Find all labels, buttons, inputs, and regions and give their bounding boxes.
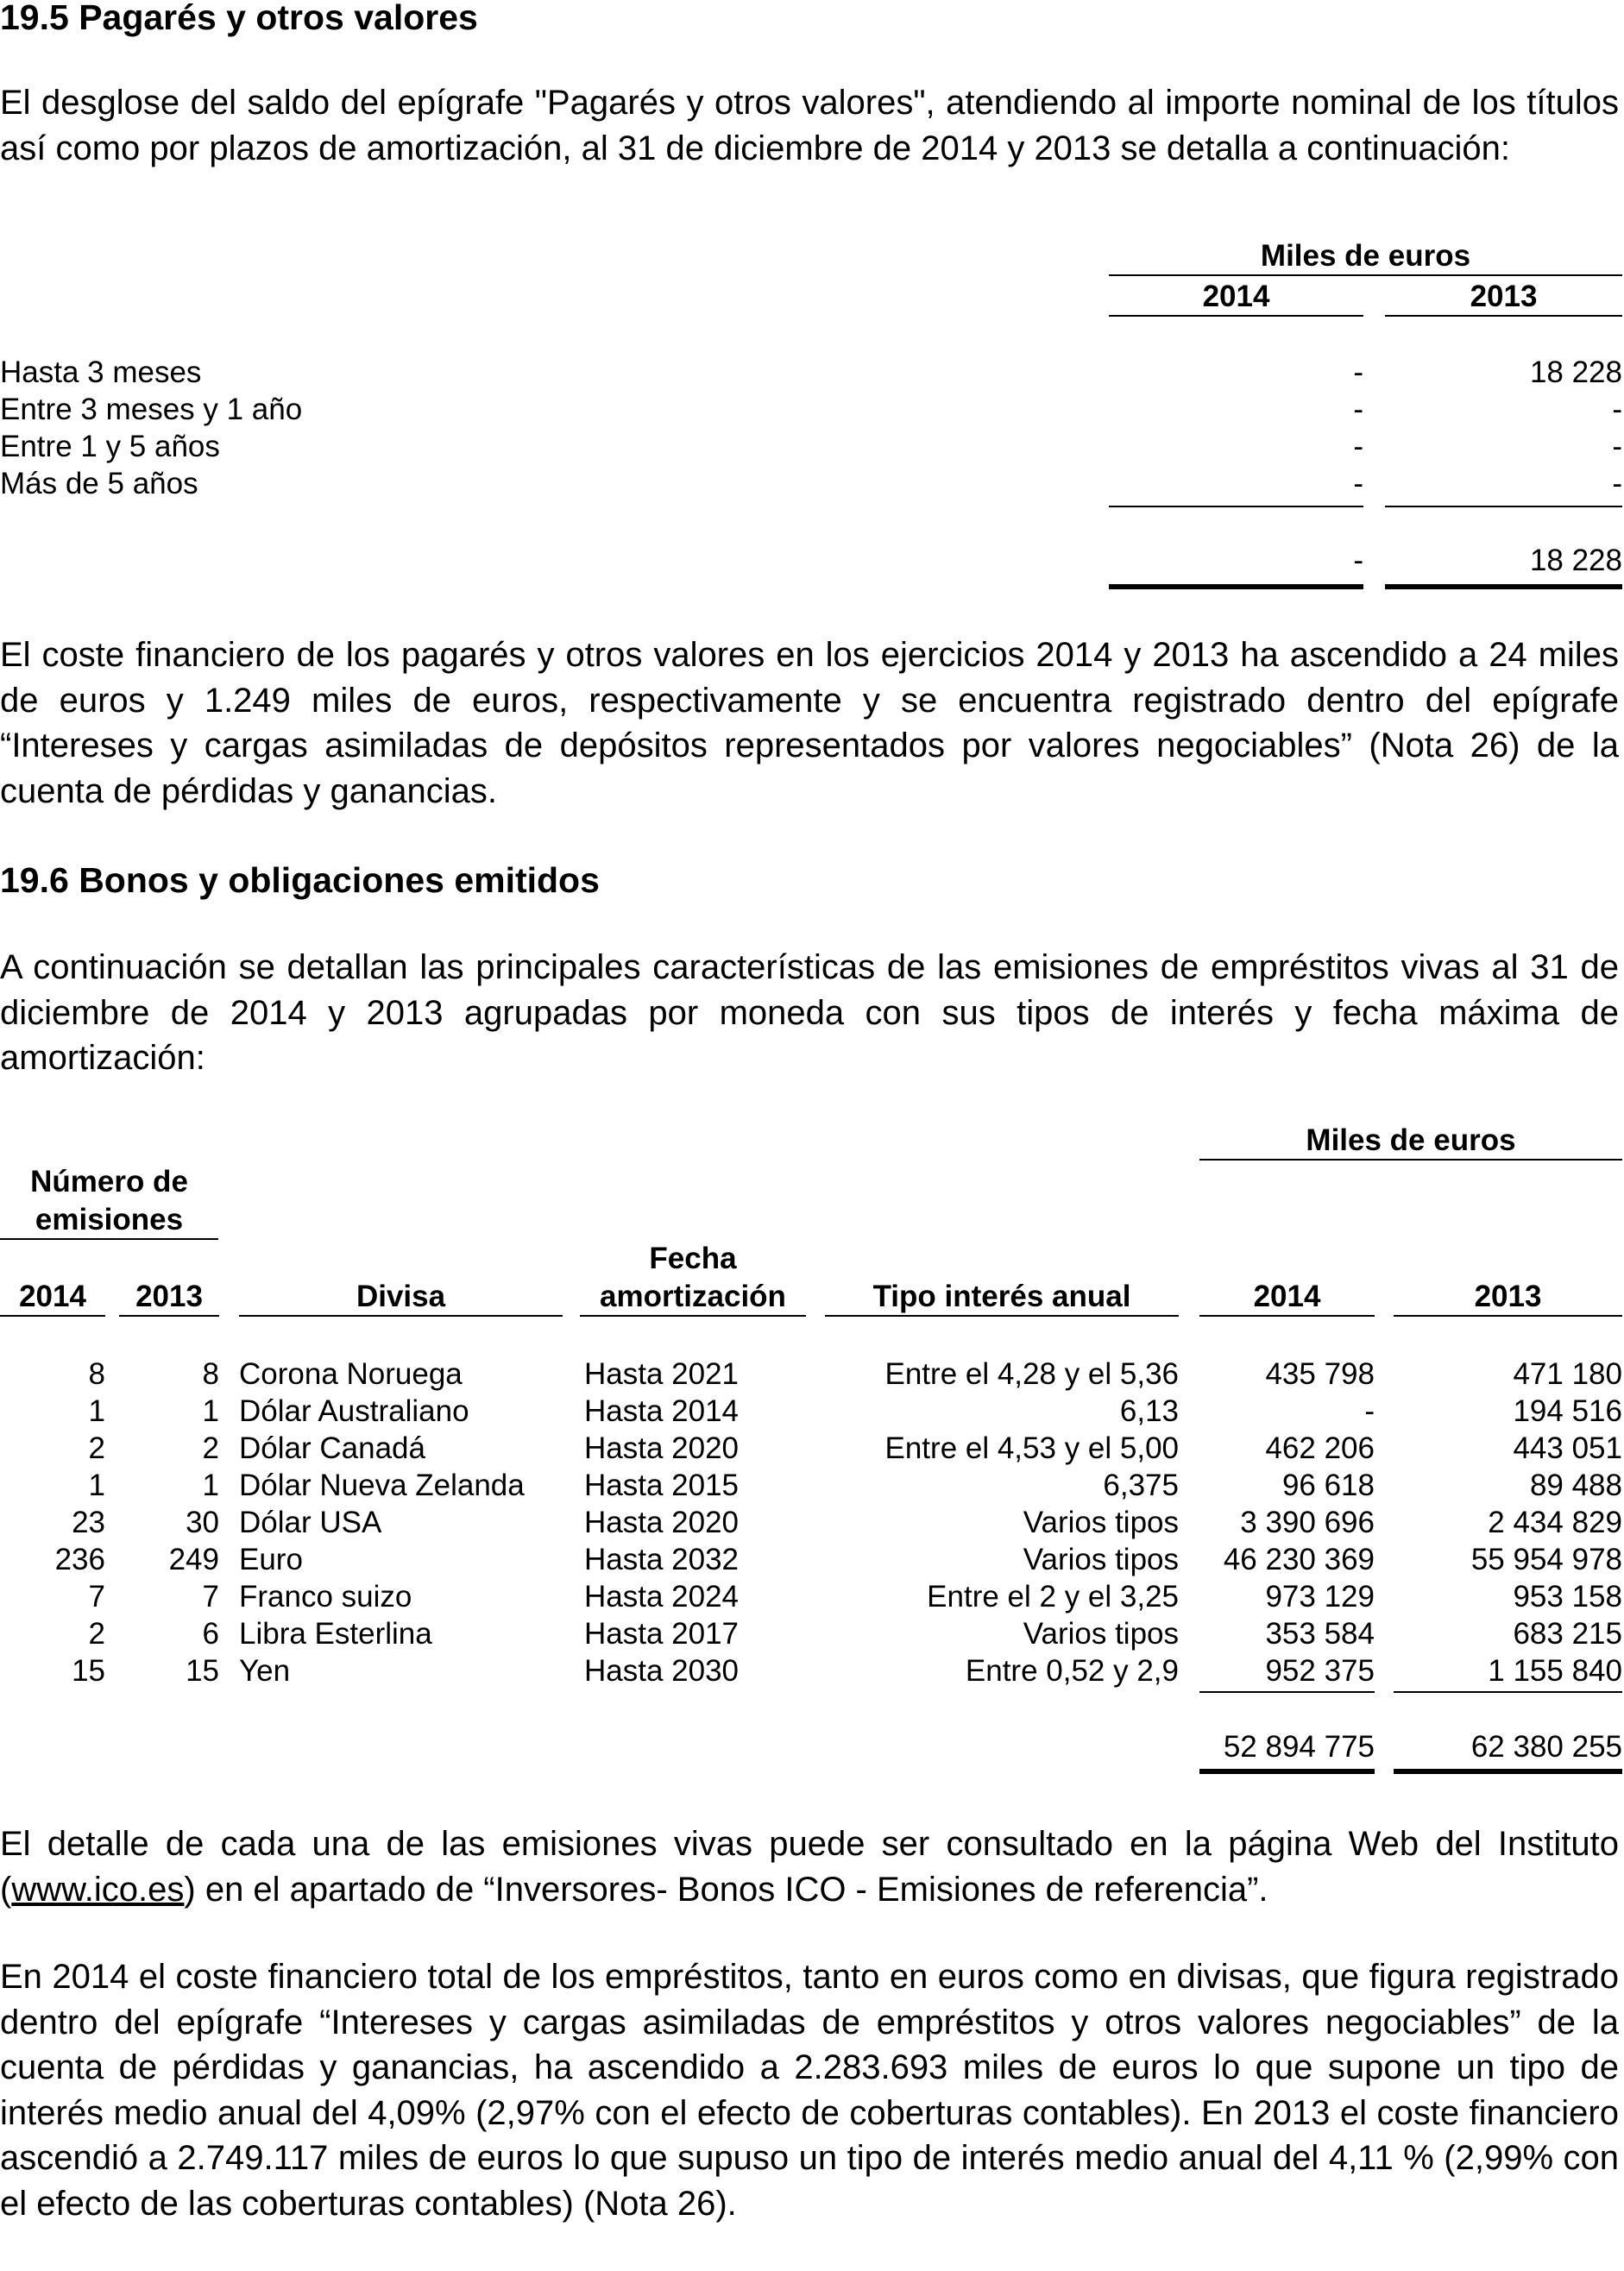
table2-cell-tipo: Varios tipos <box>1023 1506 1179 1539</box>
table2-cell-n2013: 2 <box>202 1431 219 1465</box>
table2-cell-v2013: 194 516 <box>1513 1394 1622 1428</box>
table1-row-2014: - <box>1353 430 1363 463</box>
table2-cell-n2014: 2 <box>88 1617 105 1651</box>
section-19-5-intro: El desglose del saldo del epígrafe "Pagarés y otros valores", atendiendo al importe nominal de los títulos así como por plazos de amortización, al 31 de diciembre de 2014 y 2013 se detalla a continuación: <box>0 84 1619 167</box>
table2-cell-fecha: Hasta 2020 <box>584 1506 740 1539</box>
table2-cell-v2014: 353 584 <box>1265 1617 1375 1651</box>
table2-cell-v2013: 683 215 <box>1513 1617 1622 1651</box>
table1-total-2014: - <box>1109 542 1363 589</box>
table2-cell-n2013: 7 <box>202 1580 219 1614</box>
table2-cell-v2014: 973 129 <box>1265 1580 1375 1614</box>
section-heading-19-5: 19.5 Pagarés y otros valores <box>0 0 478 37</box>
table2-cell-divisa: Dólar Australiano <box>239 1394 469 1428</box>
table2-cell-tipo: Entre el 2 y el 3,25 <box>927 1580 1179 1614</box>
table2-cell-tipo: 6,375 <box>1103 1469 1179 1502</box>
table2-cell-n2014: 1 <box>88 1469 105 1502</box>
table2-cell-v2014: 46 230 369 <box>1223 1543 1375 1576</box>
table2-cell-n2013: 1 <box>202 1394 219 1428</box>
table2-cell-v2013: 2 434 829 <box>1488 1506 1622 1539</box>
table2-cell-v2014: 952 375 <box>1199 1652 1375 1693</box>
table2-cell-tipo: Varios tipos <box>1023 1617 1179 1651</box>
section-19-6-cost-text: En 2014 el coste financiero total de los empréstitos, tanto en euros como en divisas, que figura registrado dentro del epígrafe “Intereses y cargas asimiladas de empréstitos y otros valores negociables” de la cuenta de pérdidas y ganancias, ha ascendido a 2.283.693 miles de euros lo que supone un tipo de interés medio anual del 4,09% (2,97% con el efecto de coberturas contables). En 2013 el coste financiero ascendió a 2.749.117 miles de euros lo que supuso un tipo de interés medio anual del 4,11 % (2,99% con el efecto de las coberturas contables) (Nota 26). <box>0 1958 1619 2223</box>
table2-cell-divisa: Franco suizo <box>239 1580 412 1614</box>
table1-row-2014: - <box>1353 355 1363 389</box>
table2-cell-v2014: 96 618 <box>1281 1469 1375 1502</box>
table2-cell-divisa: Euro <box>239 1543 303 1576</box>
table2-cell-divisa: Yen <box>239 1654 291 1688</box>
section-19-6-detail-text <box>0 1821 1619 1912</box>
table1-row-label: Más de 5 años <box>0 467 198 500</box>
table1-col-2013: 2013 <box>1385 278 1622 317</box>
table2-col-n2014: 2014 <box>0 1278 105 1317</box>
table1-row-2013: 18 228 <box>1529 355 1622 389</box>
table2-cell-fecha: Hasta 2015 <box>584 1469 740 1502</box>
table2-cell-v2013: 89 488 <box>1529 1469 1622 1502</box>
table2-cell-divisa: Dólar Canadá <box>239 1431 425 1465</box>
table2-unit-header: Miles de euros <box>1199 1122 1622 1161</box>
table2-col-n2013: 2013 <box>119 1278 219 1317</box>
section-19-5-cost-text: El coste financiero de los pagarés y otros valores en los ejercicios 2014 y 2013 ha ascendido a 24 miles de euros y 1.249 miles de euros, respectivamente y se encuentra registrado dentro del epígrafe “Intereses y cargas asimiladas de depósitos representados por valores negociables” (Nota 26) de la cuenta de pérdidas y ganancias. <box>0 636 1619 810</box>
table2-total-v2013: 62 380 255 <box>1394 1728 1622 1774</box>
table2-cell-divisa: Dólar Nueva Zelanda <box>239 1469 525 1502</box>
table2-cell-divisa: Dólar USA <box>239 1506 382 1539</box>
table2-cell-n2014: 2 <box>88 1431 105 1465</box>
table1-total-2013: 18 228 <box>1385 542 1622 589</box>
detail-text-after-link: ) en el apartado de “Inversores- Bonos ICO - Emisiones de referencia”. <box>184 1870 1268 1909</box>
table2-col-divisa: Divisa <box>239 1278 563 1317</box>
table2-cell-v2013: 953 158 <box>1513 1580 1622 1614</box>
table2-cell-v2014: - <box>1364 1394 1375 1428</box>
table1-row-label: Entre 1 y 5 años <box>0 430 220 463</box>
table2-num-header-line1: Número de <box>30 1165 188 1198</box>
table2-total-v2014: 52 894 775 <box>1199 1728 1375 1774</box>
table2-cell-v2014: 462 206 <box>1265 1431 1375 1465</box>
table2-cell-v2014: 3 390 696 <box>1240 1506 1375 1539</box>
table2-cell-n2013: 249 <box>168 1543 219 1576</box>
table2-cell-tipo: Entre 0,52 y 2,9 <box>965 1654 1179 1688</box>
table2-cell-n2014: 7 <box>88 1580 105 1614</box>
section-heading-19-6: 19.6 Bonos y obligaciones emitidos <box>0 860 600 900</box>
table2-cell-fecha: Hasta 2030 <box>584 1654 740 1688</box>
table2-cell-fecha: Hasta 2024 <box>584 1580 740 1614</box>
table1-row-label: Entre 3 meses y 1 año <box>0 393 303 426</box>
table1-row-2014: - <box>1109 465 1363 507</box>
table1-row-2013: - <box>1612 430 1622 463</box>
table2-cell-fecha: Hasta 2032 <box>584 1543 740 1576</box>
table2-num-header-line2: emisiones <box>0 1201 218 1240</box>
table1-row-2014: - <box>1353 393 1363 426</box>
table2-cell-n2013: 8 <box>202 1357 219 1391</box>
ico-website-link[interactable]: www.ico.es <box>11 1870 185 1909</box>
table1-col-2014: 2014 <box>1109 278 1363 317</box>
table2-cell-fecha: Hasta 2017 <box>584 1617 740 1651</box>
table1-row-label: Hasta 3 meses <box>0 355 202 389</box>
table1-row-2013: - <box>1612 393 1622 426</box>
table2-cell-tipo: Entre el 4,53 y el 5,00 <box>884 1431 1179 1465</box>
table2-cell-n2014: 236 <box>54 1543 105 1576</box>
detail-text-before-link: El detalle de cada una de las emisiones vivas puede ser consultado en la página Web del Instituto ( <box>0 1825 1619 1909</box>
table2-cell-n2014: 8 <box>88 1357 105 1391</box>
table2-cell-tipo: Varios tipos <box>1023 1543 1179 1576</box>
table2-cell-v2013: 1 155 840 <box>1394 1652 1622 1693</box>
table2-col-tipo: Tipo interés anual <box>825 1278 1179 1317</box>
table2-col-v2014: 2014 <box>1199 1278 1375 1317</box>
table2-cell-n2013: 6 <box>202 1617 219 1651</box>
table2-cell-fecha: Hasta 2020 <box>584 1431 740 1465</box>
table2-cell-tipo: Entre el 4,28 y el 5,36 <box>884 1357 1179 1391</box>
table2-cell-divisa: Corona Noruega <box>239 1357 463 1391</box>
table2-cell-n2014: 15 <box>72 1654 105 1688</box>
table2-cell-divisa: Libra Esterlina <box>239 1617 432 1651</box>
table1-unit-header: Miles de euros <box>1109 237 1622 276</box>
table2-fecha-header-line1: Fecha <box>649 1242 737 1275</box>
table2-cell-v2013: 55 954 978 <box>1470 1543 1622 1576</box>
table2-cell-n2014: 1 <box>88 1394 105 1428</box>
table2-cell-n2013: 15 <box>186 1654 219 1688</box>
table2-col-v2013: 2013 <box>1394 1278 1622 1317</box>
table2-cell-fecha: Hasta 2021 <box>584 1357 740 1391</box>
table1-row-2013: - <box>1385 465 1622 507</box>
table2-cell-n2014: 23 <box>72 1506 105 1539</box>
table2-cell-n2013: 30 <box>186 1506 219 1539</box>
table2-cell-v2013: 443 051 <box>1513 1431 1622 1465</box>
table2-cell-tipo: 6,13 <box>1119 1394 1179 1428</box>
section-19-6-intro: A continuación se detallan las principales características de las emisiones de empréstitos vivas al 31 de diciembre de 2014 y 2013 agrupadas por moneda con sus tipos de interés y fecha máxima de amortización: <box>0 948 1619 1077</box>
table2-col-fecha: amortización <box>580 1278 806 1317</box>
table2-cell-n2013: 1 <box>202 1469 219 1502</box>
table2-cell-v2014: 435 798 <box>1265 1357 1375 1391</box>
table2-cell-fecha: Hasta 2014 <box>584 1394 740 1428</box>
table2-cell-v2013: 471 180 <box>1513 1357 1622 1391</box>
